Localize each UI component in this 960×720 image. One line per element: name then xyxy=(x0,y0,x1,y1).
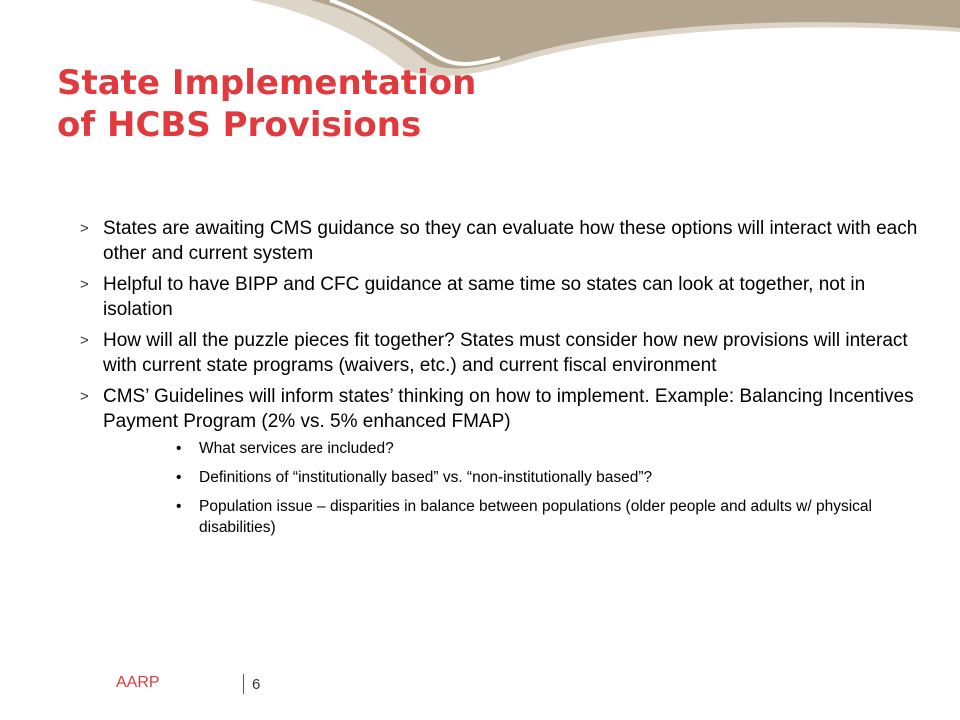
bullet-text: Helpful to have BIPP and CFC guidance at same time so states can look at together, not in isolation xyxy=(103,274,866,320)
sub-bullet-marker: • xyxy=(176,498,182,515)
sub-bullet-text: Definitions of “institutionally based” vs. “non-institutionally based”? xyxy=(199,469,653,486)
sub-bullet-marker: • xyxy=(176,440,182,457)
bullet-text: How will all the puzzle pieces fit together? States must consider how new provisions will interact with current state programs (waivers, etc.) and current fiscal environment xyxy=(103,330,908,376)
page-number: 6 xyxy=(252,676,261,693)
sub-bullet-item xyxy=(176,467,920,488)
bullet-marker: > xyxy=(80,388,89,405)
sub-bullet-text: Population issue – disparities in balance between populations (older people and adults w/ physical disabilities) xyxy=(199,498,872,536)
bullet-item xyxy=(80,216,920,266)
bullet-text: CMS’ Guidelines will inform states’ thinking on how to implement. Example: Balancing Incentives Payment Program (2% vs. 5% enhanced FMAP) xyxy=(103,386,914,432)
sub-bullet-text: What services are included? xyxy=(199,440,394,457)
title-line-2: of HCBS Provisions xyxy=(57,105,422,145)
bullet-marker: > xyxy=(80,220,89,237)
sub-bullet-marker: • xyxy=(176,469,182,486)
bullet-list xyxy=(80,216,920,546)
footer-brand: AARP xyxy=(116,674,160,691)
sub-bullet-item xyxy=(176,438,920,459)
bullet-text: States are awaiting CMS guidance so they can evaluate how these options will interact with each other and current system xyxy=(103,218,918,264)
footer-divider xyxy=(243,674,244,694)
bullet-marker: > xyxy=(80,276,89,293)
slide-title xyxy=(57,62,476,146)
bullet-item xyxy=(80,328,920,378)
title-line-1: State Implementation xyxy=(57,63,477,103)
bullet-item xyxy=(80,272,920,322)
sub-bullet-list xyxy=(103,438,920,538)
bullet-item xyxy=(80,384,920,538)
bullet-marker: > xyxy=(80,332,89,349)
sub-bullet-item xyxy=(176,496,920,538)
